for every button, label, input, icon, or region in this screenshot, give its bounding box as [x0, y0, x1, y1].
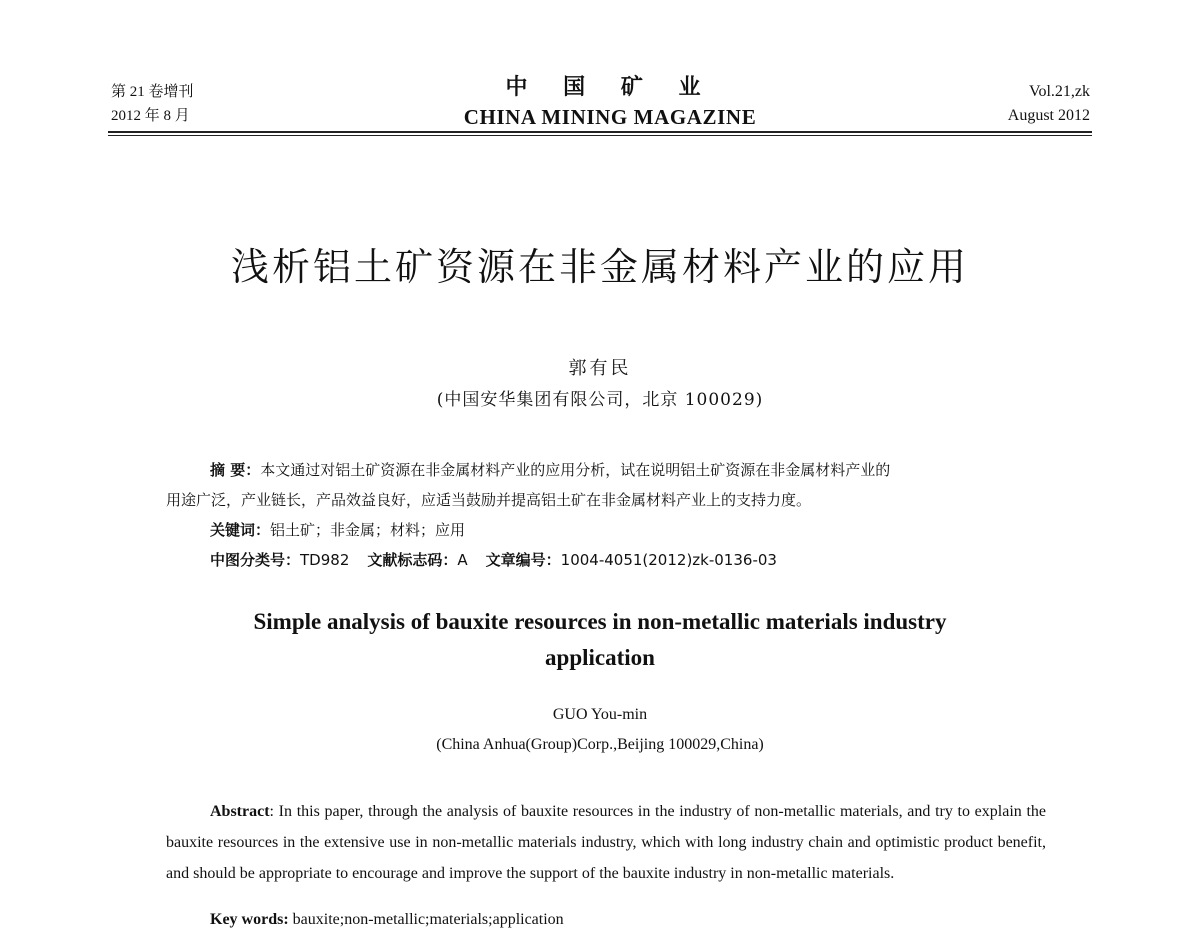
journal-name-en: CHINA MINING MAGAZINE [463, 105, 757, 129]
volume-en: Vol.21,zk [1028, 83, 1090, 100]
journal-name-cn: 中 国 矿 业 [505, 75, 715, 100]
journal-volume-info-en [1008, 80, 1090, 128]
volume-issue: 第 21 卷增刊 [111, 84, 194, 100]
abstract-cn-text-1: 本文通过对铝土矿资源在非金属材料产业的应用分析，试在说明铝土矿资源在非金属材料产业的 [260, 461, 891, 479]
abstract-cn-label: 摘 要： [210, 461, 261, 479]
author-en: GUO You-min [552, 706, 648, 723]
publication-date-en: August 2012 [1007, 107, 1090, 124]
classification-label: 中图分类号： [210, 551, 301, 569]
article-title-en-line-1: Simple analysis of bauxite resources in non-metallic materials industry [253, 609, 947, 634]
affiliation-cn: (中国安华集团有限公司，北京 100029) [436, 390, 764, 410]
keywords-cn: 铝土矿；非金属；材料；应用 [270, 521, 466, 539]
article-title-en [200, 604, 1000, 676]
affiliation-en: (China Anhua(Group)Corp.,Beijing 100029,China) [436, 736, 764, 753]
keywords-en-line [210, 911, 564, 929]
abstract-cn [166, 455, 1046, 575]
article-title-cn: 浅析铝土矿资源在非金属材料产业的应用 [230, 245, 969, 289]
abstract-cn-text-2: 用途广泛，产业链长，产品效益良好，应适当鼓励并提高铝土矿在非金属材料产业上的支持力度。 [166, 491, 812, 509]
classification-line [166, 545, 1046, 575]
header-rule-thick [108, 131, 1092, 133]
article-title-en-line-2: application [545, 645, 655, 670]
keywords-cn-line [166, 515, 1046, 545]
keywords-cn-label: 关键词： [210, 521, 271, 539]
abstract-en [166, 796, 1046, 889]
abstract-cn-line-1 [166, 455, 1046, 485]
doc-code: A [457, 551, 468, 569]
doc-code-label: 文献标志码： [367, 551, 458, 569]
article-number: 1004-4051(2012)zk-0136-03 [560, 551, 777, 569]
header-rule-thin [108, 135, 1092, 136]
publication-date-cn: 2012 年 8 月 [111, 108, 190, 124]
keywords-en-label: Key words: [210, 911, 289, 928]
author-cn: 郭有民 [568, 358, 632, 379]
journal-volume-info [111, 80, 194, 128]
abstract-en-label: Abstract [210, 803, 270, 820]
keywords-en: bauxite;non-metallic;materials;application [288, 911, 564, 928]
journal-name [400, 74, 820, 130]
article-number-label: 文章编号： [485, 551, 561, 569]
abstract-en-text: : In this paper, through the analysis of bauxite resources in the industry of non-metallic materials, and try to explain the bauxite resources in the extensive use in non-metallic materials industry, which with long industry chain and optimistic product benefit, and should be appropriate to encourage and improve the support of the bauxite industry in non-metallic materials. [166, 803, 1046, 882]
classification-code: TD982 [300, 551, 350, 569]
